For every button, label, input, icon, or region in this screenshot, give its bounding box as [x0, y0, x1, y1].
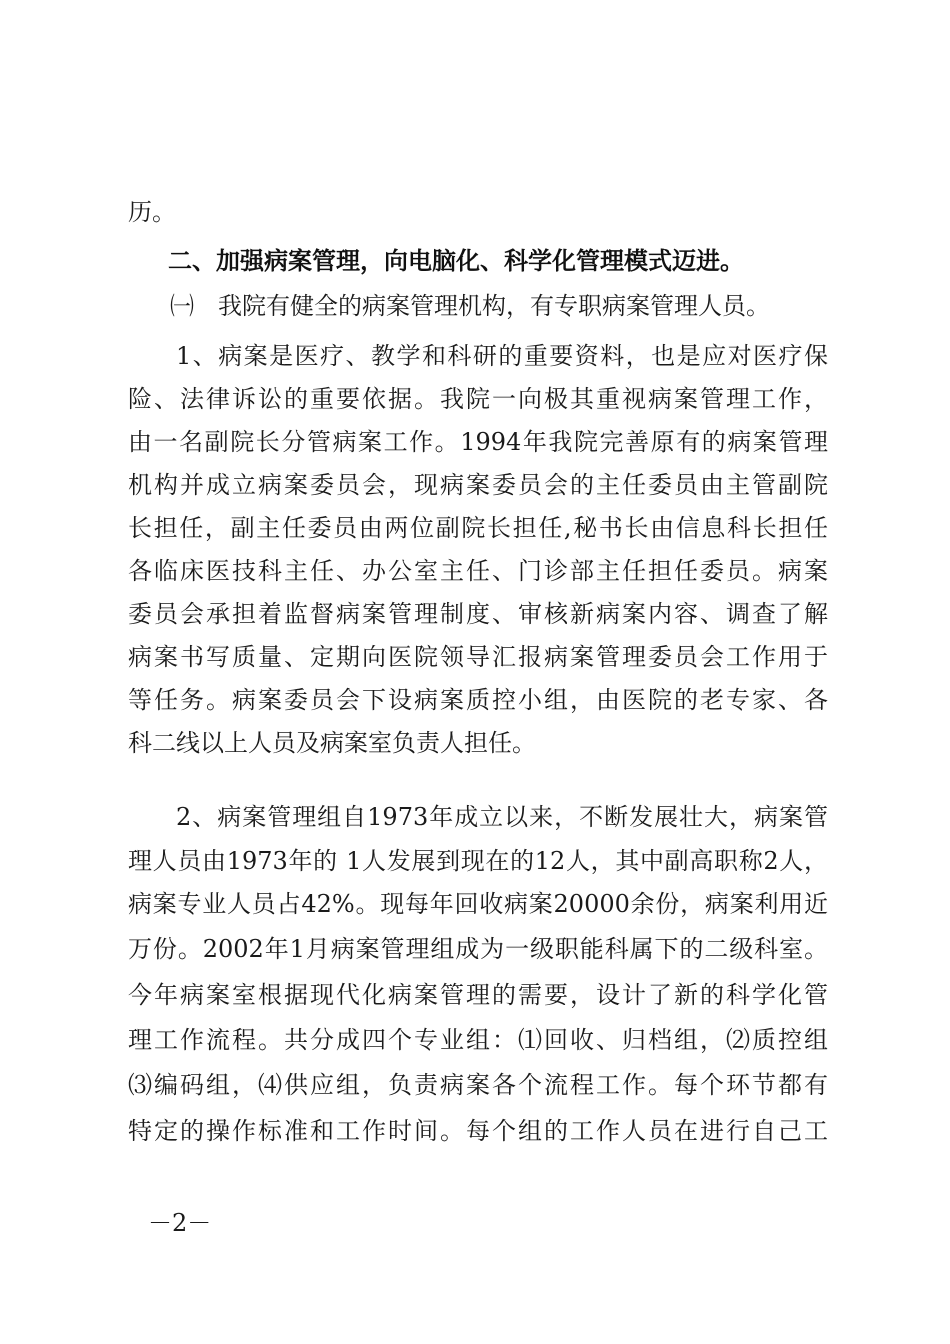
paragraph1-line: 各临床医技科主任、办公室主任、门诊部主任担任委员。病案	[128, 557, 828, 585]
paragraph2-line: 理工作流程。共分成四个专业组：⑴回收、归档组，⑵质控组	[128, 1026, 828, 1054]
paragraph1-line: 1、病案是医疗、教学和科研的重要资料，也是应对医疗保	[176, 342, 828, 370]
continuation-text: 历。	[128, 198, 176, 226]
paragraph1-line: 等任务。病案委员会下设病案质控小组，由医院的老专家、各	[128, 686, 828, 714]
paragraph2-line: 病案专业人员占42%。现每年回收病案20000余份，病案利用近	[128, 890, 828, 918]
paragraph1-line: 机构并成立病案委员会，现病案委员会的主任委员由主管副院	[128, 471, 828, 499]
sub-heading: ㈠ 我院有健全的病案管理机构，有专职病案管理人员。	[170, 292, 770, 320]
paragraph2-line: 特定的操作标准和工作时间。每个组的工作人员在进行自己工	[128, 1117, 828, 1145]
paragraph1-line: 病案书写质量、定期向医院领导汇报病案管理委员会工作用于	[128, 643, 828, 671]
paragraph1-line: 长担任，副主任委员由两位副院长担任,秘书长由信息科长担任	[128, 514, 828, 542]
paragraph1-line: 科二线以上人员及病案室负责人担任。	[128, 729, 536, 757]
section-heading: 二、加强病案管理，向电脑化、科学化管理模式迈进。	[168, 247, 744, 275]
paragraph1-line: 险、法律诉讼的重要依据。我院一向极其重视病案管理工作，	[128, 385, 828, 413]
paragraph2-line: 今年病案室根据现代化病案管理的需要，设计了新的科学化管	[128, 981, 828, 1009]
paragraph1-line: 委员会承担着监督病案管理制度、审核新病案内容、调查了解	[128, 600, 828, 628]
paragraph1-line: 由一名副院长分管病案工作。1994年我院完善原有的病案管理	[128, 428, 828, 456]
paragraph2-line: ⑶编码组，⑷供应组，负责病案各个流程工作。每个环节都有	[128, 1071, 828, 1099]
paragraph2-line: 万份。2002年1月病案管理组成为一级职能科属下的二级科室。	[128, 935, 828, 963]
paragraph2-line: 2、病案管理组自1973年成立以来，不断发展壮大，病案管	[176, 803, 828, 831]
paragraph2-line: 理人员由1973年的 1人发展到现在的12人，其中副高职称2人，	[128, 847, 828, 875]
page-number: －2－	[148, 1209, 212, 1237]
